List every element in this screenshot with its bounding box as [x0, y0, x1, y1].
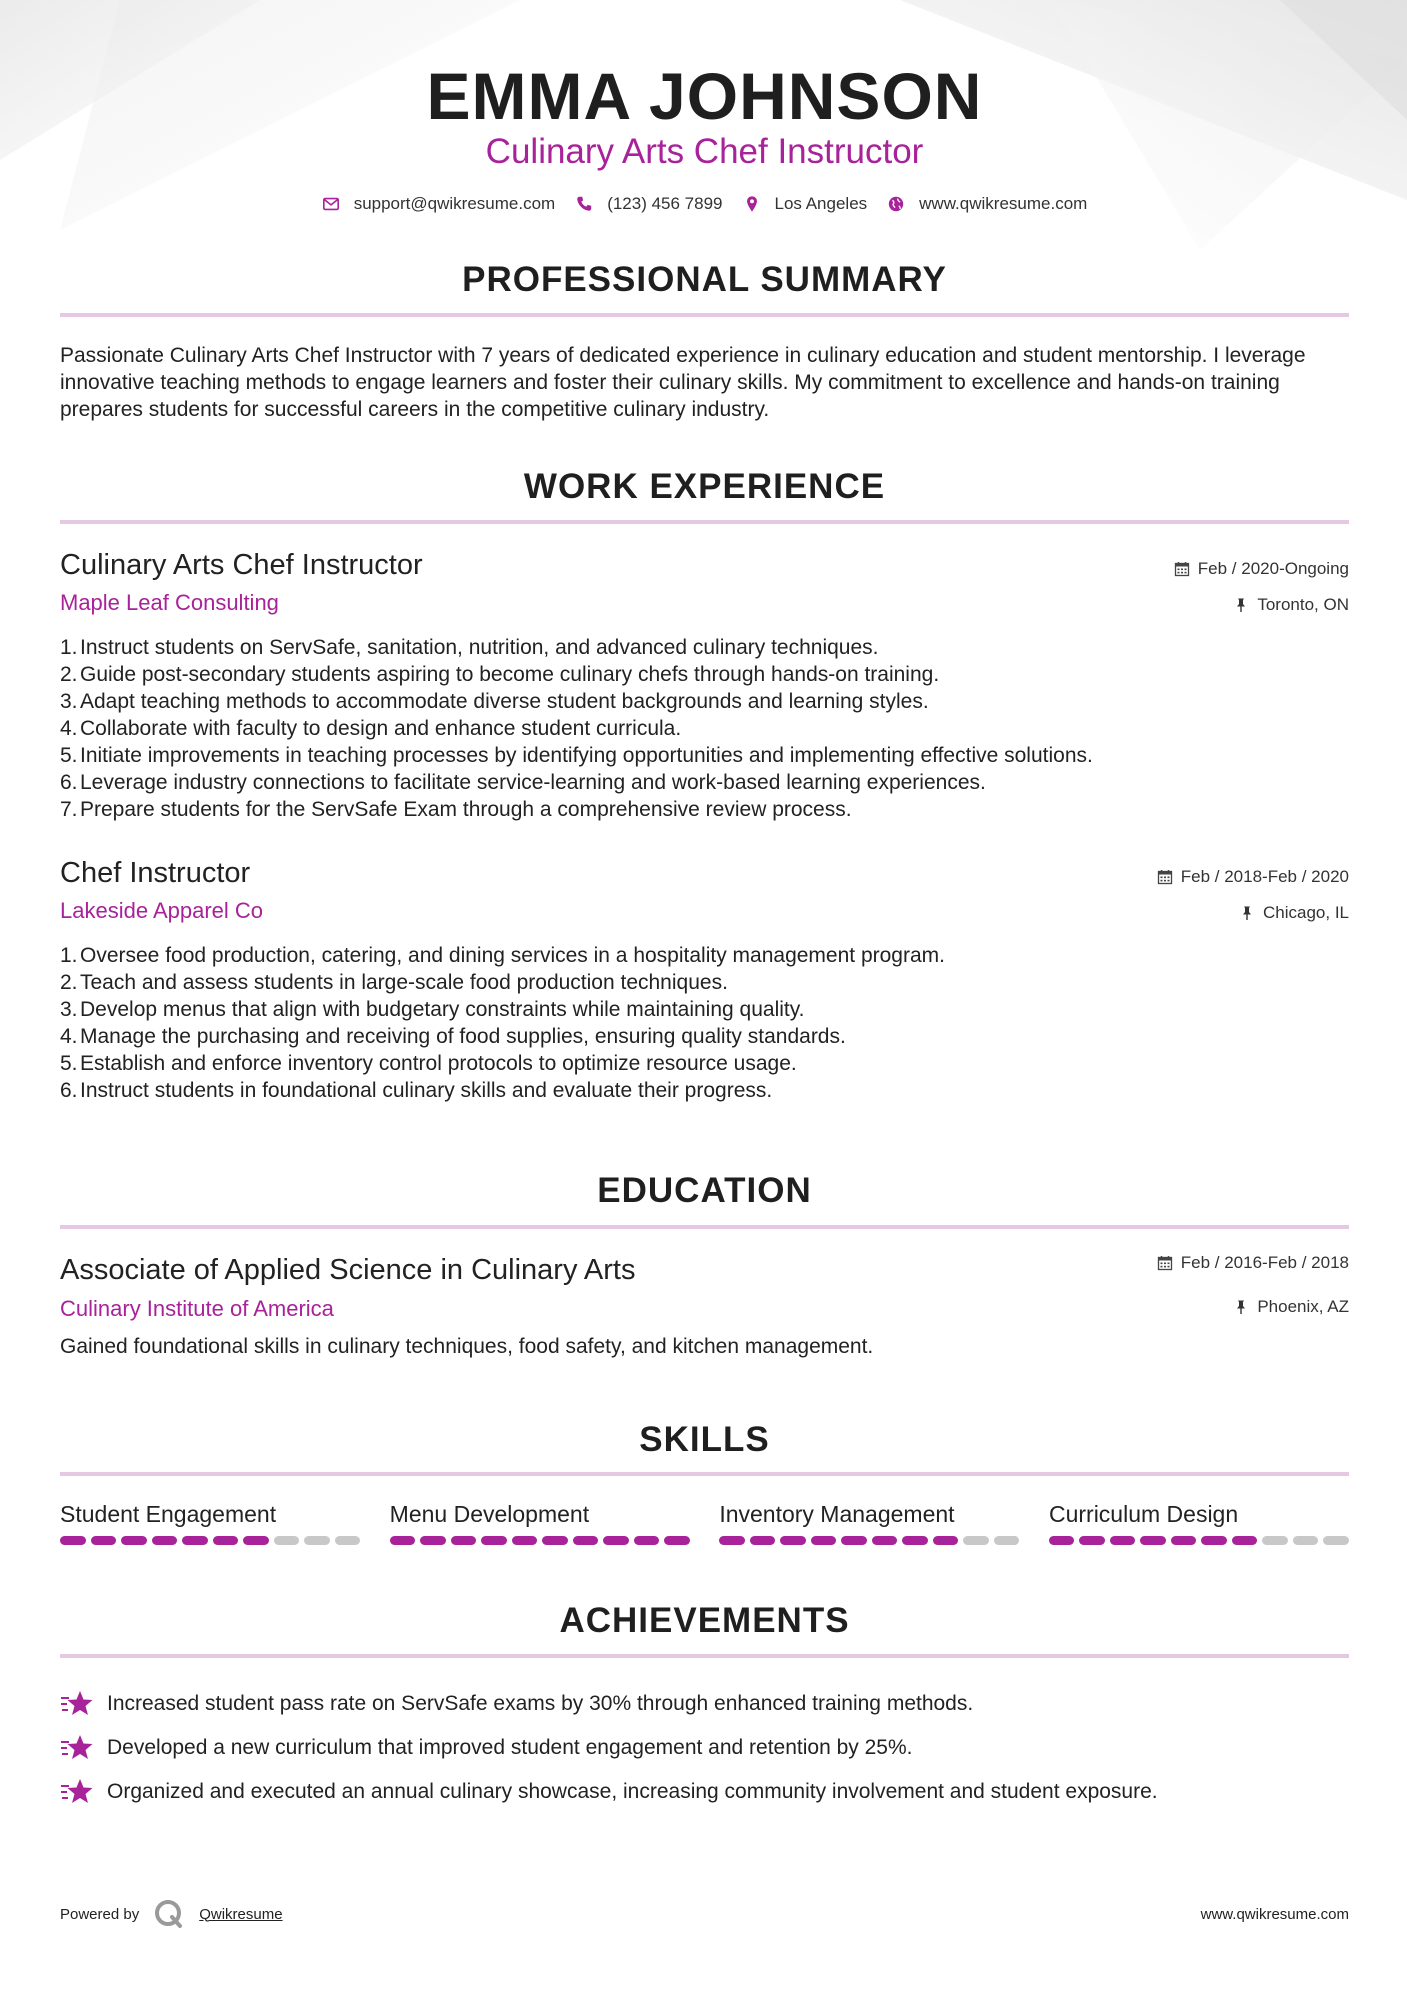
section-title-summary: PROFESSIONAL SUMMARY [462, 260, 947, 299]
section-title-experience: WORK EXPERIENCE [523, 467, 886, 506]
job-dates [1157, 866, 1349, 888]
skills-list [60, 1500, 1349, 1545]
rating-dot-filled [1079, 1536, 1105, 1545]
contact-website[interactable] [887, 194, 1087, 214]
achievement-text: Developed a new curriculum that improved student engagement and retention by 25%. [107, 1736, 913, 1759]
skill-name: Inventory Management [719, 1501, 955, 1527]
rating-dot-filled [91, 1536, 117, 1545]
rating-dot-empty [1293, 1536, 1319, 1545]
qwikresume-logo-icon [153, 1898, 185, 1930]
globe-icon [887, 195, 905, 213]
list-item [60, 1726, 1349, 1770]
section-title-achievements: ACHIEVEMENTS [559, 1601, 850, 1640]
job-dates [1174, 558, 1349, 580]
education-description: Gained foundational skills in culinary techniques, food safety, and kitchen management. [60, 1335, 874, 1358]
achievements-list [60, 1682, 1349, 1814]
pushpin-icon [1239, 905, 1255, 921]
footer-powered-by [60, 1898, 283, 1930]
calendar-icon [1174, 561, 1190, 577]
contact-website-text: www.qwikresume.com [919, 194, 1088, 213]
contact-email[interactable] [322, 194, 556, 214]
star-icon [60, 1777, 94, 1807]
pushpin-icon [1233, 597, 1249, 613]
rating-dot-filled [664, 1536, 690, 1545]
envelope-icon [322, 195, 340, 213]
rating-dot-filled [634, 1536, 660, 1545]
list-item: 4. Collaborate with faculty to design and enhance student curricula. [60, 717, 682, 740]
rating-dot-filled [603, 1536, 629, 1545]
list-item: 6. Leverage industry connections to facilitate service-learning and work-based learning experiences. [60, 771, 986, 794]
rating-dot-empty [994, 1536, 1020, 1545]
rating-dot-filled [542, 1536, 568, 1545]
rating-dot-filled [481, 1536, 507, 1545]
calendar-icon [1157, 869, 1173, 885]
list-item: 6. Instruct students in foundational culinary skills and evaluate their progress. [60, 1079, 773, 1102]
list-item: 5. Initiate improvements in teaching processes by identifying opportunities and implementing effective solutions. [60, 744, 1093, 767]
list-item: 3. Adapt teaching methods to accommodate diverse student backgrounds and learning styles. [60, 690, 929, 713]
section-title-education: EDUCATION [597, 1171, 812, 1210]
section-divider [60, 520, 1349, 524]
skill-name: Curriculum Design [1048, 1501, 1239, 1527]
job-title: Chef Instructor [60, 857, 251, 889]
rating-dot-filled [1201, 1536, 1227, 1545]
contact-phone-text: (123) 456 7899 [607, 194, 723, 213]
skill-item [390, 1500, 690, 1545]
rating-dot-filled [933, 1536, 959, 1545]
job-location-text: Chicago, IL [1263, 903, 1349, 922]
skill-item [60, 1500, 360, 1545]
rating-dot-filled [1171, 1536, 1197, 1545]
education-location-text: Phoenix, AZ [1257, 1297, 1349, 1316]
footer-url[interactable]: www.qwikresume.com [1200, 1906, 1349, 1923]
rating-dot-filled [902, 1536, 928, 1545]
rating-dot-filled [573, 1536, 599, 1545]
summary-text: Passionate Culinary Arts Chef Instructor with 7 years of dedicated experience in culinary education and student mentorship. I leverage innovative teaching methods to engage learners and foster their culinary skills. My commitment to excellence and hands-on training prepares students for successful careers in the competitive culinary industry. [60, 344, 1306, 421]
rating-dot-empty [1323, 1536, 1349, 1545]
skill-rating [60, 1536, 360, 1545]
rating-dot-filled [872, 1536, 898, 1545]
school-name: Culinary Institute of America [60, 1296, 334, 1321]
rating-dot-filled [512, 1536, 538, 1545]
rating-dot-empty [335, 1536, 361, 1545]
rating-dot-filled [780, 1536, 806, 1545]
map-pin-icon [743, 195, 761, 213]
list-item [60, 1682, 1349, 1726]
section-divider [60, 1225, 1349, 1229]
section-divider [60, 313, 1349, 317]
skill-item [1049, 1500, 1349, 1545]
rating-dot-filled [841, 1536, 867, 1545]
rating-dot-filled [1110, 1536, 1136, 1545]
company-name: Lakeside Apparel Co [60, 898, 264, 923]
section-divider [60, 1654, 1349, 1658]
list-item: 2. Teach and assess students in large-scale food production techniques. [60, 971, 728, 994]
skill-rating [1049, 1536, 1349, 1545]
job-bullets [60, 634, 1338, 823]
company-name: Maple Leaf Consulting [60, 590, 279, 615]
rating-dot-filled [243, 1536, 269, 1545]
phone-icon [575, 195, 593, 213]
calendar-icon [1157, 1255, 1173, 1271]
candidate-title: Culinary Arts Chef Instructor [485, 132, 924, 171]
list-item: 1. Oversee food production, catering, and dining services in a hospitality management program. [60, 944, 945, 967]
contact-email-text: support@qwikresume.com [353, 194, 556, 213]
education-dates-text: Feb / 2016-Feb / 2018 [1180, 1253, 1349, 1272]
star-icon [60, 1689, 94, 1719]
rating-dot-empty [304, 1536, 330, 1545]
job-title: Culinary Arts Chef Instructor [60, 549, 423, 581]
rating-dot-filled [60, 1536, 86, 1545]
job-location [1239, 902, 1349, 924]
rating-dot-filled [121, 1536, 147, 1545]
rating-dot-filled [750, 1536, 776, 1545]
rating-dot-filled [182, 1536, 208, 1545]
job-location-text: Toronto, ON [1257, 595, 1349, 614]
contact-location [743, 194, 868, 214]
job-dates-text: Feb / 2020-Ongoing [1197, 559, 1349, 578]
rating-dot-filled [420, 1536, 446, 1545]
skill-item [719, 1500, 1019, 1545]
rating-dot-filled [719, 1536, 745, 1545]
rating-dot-filled [1049, 1536, 1075, 1545]
list-item: 2. Guide post-secondary students aspiring to become culinary chefs through hands-on training. [60, 663, 940, 686]
skill-name: Student Engagement [60, 1501, 277, 1527]
job-location [1233, 594, 1349, 616]
star-icon [60, 1733, 94, 1763]
rating-dot-filled [390, 1536, 416, 1545]
rating-dot-empty [963, 1536, 989, 1545]
job-bullets [60, 942, 1338, 1104]
pushpin-icon [1233, 1299, 1249, 1315]
achievement-text: Organized and executed an annual culinary showcase, increasing community involvement and student exposure. [107, 1780, 1158, 1803]
rating-dot-filled [811, 1536, 837, 1545]
achievement-text: Increased student pass rate on ServSafe exams by 30% through enhanced training methods. [107, 1692, 974, 1715]
list-item: 3. Develop menus that align with budgetary constraints while maintaining quality. [60, 998, 805, 1021]
contact-bar [60, 194, 1349, 214]
candidate-name: EMMA JOHNSON [426, 59, 983, 133]
contact-phone[interactable] [575, 194, 722, 214]
rating-dot-empty [274, 1536, 300, 1545]
rating-dot-filled [451, 1536, 477, 1545]
contact-location-text: Los Angeles [774, 194, 868, 213]
rating-dot-filled [1232, 1536, 1258, 1545]
skill-rating [390, 1536, 690, 1545]
section-title-skills: SKILLS [639, 1420, 770, 1459]
list-item: 4. Manage the purchasing and receiving of food supplies, ensuring quality standards. [60, 1025, 846, 1048]
rating-dot-empty [1262, 1536, 1288, 1545]
list-item: 1. Instruct students on ServSafe, sanitation, nutrition, and advanced culinary techniques. [60, 636, 879, 659]
brand-link[interactable]: Qwikresume [199, 1905, 283, 1923]
rating-dot-filled [152, 1536, 178, 1545]
skill-rating [719, 1536, 1019, 1545]
skill-name: Menu Development [389, 1501, 590, 1527]
powered-by-label: Powered by [60, 1905, 140, 1923]
education-location [1233, 1296, 1349, 1318]
degree-title: Associate of Applied Science in Culinary Arts [60, 1254, 636, 1286]
list-item [60, 1770, 1349, 1814]
education-dates [1157, 1252, 1349, 1274]
rating-dot-filled [1140, 1536, 1166, 1545]
job-dates-text: Feb / 2018-Feb / 2020 [1180, 867, 1349, 886]
list-item: 5. Establish and enforce inventory control protocols to optimize resource usage. [60, 1052, 797, 1075]
rating-dot-filled [213, 1536, 239, 1545]
list-item: 7. Prepare students for the ServSafe Exam through a comprehensive review process. [60, 798, 852, 821]
section-divider [60, 1472, 1349, 1476]
